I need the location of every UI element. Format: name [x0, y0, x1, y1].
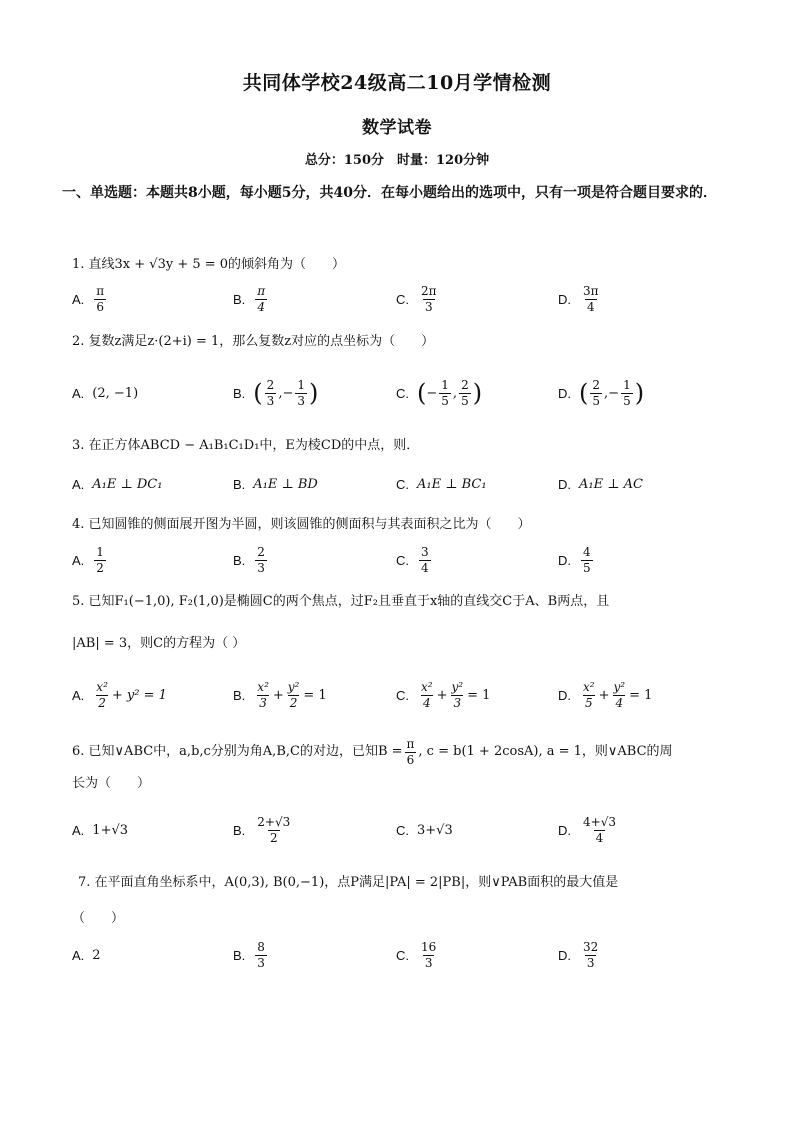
fraction-denominator: 3: [257, 560, 265, 575]
question-6-stem: 6. 已知∨ABC中，a,b,c分别为角A,B,C的对边，已知B = $\frac{\pi}{6}$ , c = b(1 + 2cosA), a = 1，则∨ABC的周: [72, 736, 673, 767]
fraction-denominator: 4: [586, 299, 595, 314]
question-5-stem-line2: |AB| = 3，则C的方程为（ ）: [72, 636, 246, 651]
fraction: [255, 940, 267, 971]
fraction-denominator: 4: [422, 695, 431, 710]
fraction-numerator: x²: [421, 679, 433, 694]
option-label: A.: [72, 687, 85, 703]
option-d: [558, 933, 602, 977]
fraction-numerator: x²: [96, 679, 108, 694]
fraction-denominator: 3: [424, 299, 433, 314]
question-1-stem: 1. 直线3x + √3y + 5 = 0的倾斜角为（ ）: [72, 257, 346, 272]
option-label: D.: [558, 291, 571, 307]
fraction-numerator: 2: [257, 544, 265, 559]
fraction-numerator: 2+√3: [257, 814, 291, 829]
fraction: [255, 545, 267, 576]
parenthesis: (: [579, 379, 589, 407]
question-3-options: [72, 462, 732, 506]
option-b: [233, 277, 269, 321]
question-3-stem: 3. 在正方体ABCD − A₁B₁C₁D₁中，E为棱CD的中点，则．: [72, 438, 420, 453]
fraction-numerator: x²: [257, 679, 269, 694]
option-a: A. 1+√3: [72, 822, 129, 838]
fraction-numerator: 2: [266, 377, 275, 392]
fraction: [255, 815, 292, 846]
option-d: [558, 277, 603, 321]
fraction-denominator: 5: [441, 393, 449, 408]
option-label: A.: [72, 947, 85, 963]
fraction: [621, 378, 633, 409]
option-a: A. A₁E ⊥ DC₁: [72, 476, 163, 492]
fraction-numerator: 3π: [583, 283, 599, 298]
option-c: C. A₁E ⊥ BC₁: [396, 476, 487, 492]
exam-subtitle: 共同体学校24级高二10月学情检测: [242, 72, 552, 94]
option-b: [233, 538, 269, 582]
fraction-denominator: 4: [421, 560, 429, 575]
fraction-numerator: π: [96, 283, 105, 298]
fraction-denominator: 6: [406, 752, 415, 767]
option-a: [72, 538, 108, 582]
fraction-numerator: 2: [592, 377, 601, 392]
question-1-options: [72, 277, 732, 321]
option-label: C.: [396, 291, 409, 307]
option-label: D.: [558, 385, 571, 401]
parenthesis: ): [634, 379, 645, 407]
fraction: [459, 378, 471, 409]
option-label: B.: [233, 385, 246, 401]
fraction: [295, 378, 307, 409]
parenthesis: ): [309, 379, 319, 407]
option-c: C. $\frac{\text{x²}}{4}$ + $\frac{\text{y²}}{3}$ = 1: [396, 679, 491, 710]
option-a: A. 2: [72, 947, 101, 963]
fraction-denominator: 3: [266, 393, 275, 408]
fraction-denominator: 5: [461, 393, 469, 408]
option-label: B.: [233, 687, 246, 703]
option-label: B.: [233, 291, 246, 307]
fraction-numerator: π: [257, 283, 266, 298]
fraction-denominator: 3: [297, 393, 305, 408]
fraction-numerator: y²: [451, 679, 464, 694]
option-label: B.: [233, 947, 246, 963]
option-a: A. (2, −1): [72, 385, 139, 401]
fraction: [94, 680, 110, 711]
fraction: [255, 680, 271, 711]
fraction-denominator: 2: [289, 695, 298, 710]
fraction-denominator: 3: [586, 955, 595, 970]
fraction-numerator: x²: [583, 679, 595, 694]
option-label: C.: [396, 822, 409, 838]
option-b: [233, 933, 269, 977]
section-heading: 一、单选题：本题共8小题，每小题5分，共40分．在每小题给出的选项中，只有一项是符合题目要求的．: [62, 185, 717, 201]
fraction-denominator: 3: [259, 695, 267, 710]
exam-meta: 总分：150分 时量：120分钟: [304, 153, 490, 168]
option-b: [233, 808, 294, 852]
fraction-numerator: 2: [461, 377, 469, 392]
fraction-denominator: 2: [98, 695, 106, 710]
fraction-numerator: 4+√3: [583, 814, 616, 829]
fraction: [449, 680, 465, 711]
fraction-denominator: 4: [257, 299, 266, 314]
option-label: A.: [72, 822, 85, 838]
question-6-stem-line2: 长为（ ）: [72, 776, 151, 791]
fraction-numerator: 8: [257, 939, 265, 954]
fraction-numerator: 4: [583, 544, 591, 559]
fraction: [581, 284, 601, 315]
option-d: D. A₁E ⊥ AC: [558, 476, 643, 492]
option-label: C.: [396, 947, 409, 963]
question-5-options: [72, 673, 732, 717]
fraction: [255, 284, 267, 315]
question-5-stem: 5. 已知F₁(−1,0), F₂(1,0)是椭圆C的两个焦点，过F₂且垂直于x轴的直线交C于A、B两点，且: [72, 594, 610, 609]
fraction-denominator: 2: [269, 830, 278, 845]
fraction-numerator: y²: [613, 679, 626, 694]
fraction: [439, 378, 451, 409]
fraction: [590, 378, 602, 409]
fraction-denominator: 3: [424, 955, 433, 970]
option-label: C.: [396, 476, 409, 492]
fraction-denominator: 3: [453, 695, 462, 710]
option-label: D.: [558, 822, 571, 838]
option-label: D.: [558, 476, 571, 492]
fraction-denominator: 5: [583, 560, 591, 575]
question-4-stem: 4. 已知圆锥的侧面展开图为半圆，则该圆锥的侧面积与其表面积之比为（ ）: [72, 517, 531, 532]
fraction: [581, 940, 600, 971]
fraction-numerator: 1: [441, 377, 449, 392]
fraction-numerator: 2π: [421, 283, 437, 298]
question-7-stem-line2: （ ）: [72, 911, 125, 926]
option-label: A.: [72, 291, 85, 307]
fraction-numerator: y²: [287, 679, 300, 694]
fraction: [419, 680, 435, 711]
fraction: [94, 545, 106, 576]
question-7-stem: 7. 在平面直角坐标系中，A(0,3), B(0,−1)，点P满足|PA| = 2|PB|，则∨PAB面积的最大值是: [78, 875, 619, 890]
fraction: [581, 680, 597, 711]
fraction: [265, 378, 277, 409]
fraction: [286, 680, 302, 711]
option-label: B.: [233, 476, 246, 492]
fraction-numerator: 16: [421, 939, 437, 954]
fraction-denominator: 4: [595, 830, 604, 845]
question-4-options: [72, 538, 732, 582]
fraction-denominator: 6: [96, 299, 105, 314]
option-label: A.: [72, 476, 85, 492]
option-d: [558, 538, 595, 582]
option-c: C. ( − $\frac{1}{5}$ , $\frac{2}{5}$ ): [396, 377, 483, 408]
fraction-denominator: 5: [592, 393, 601, 408]
option-label: C.: [396, 385, 409, 401]
fraction-numerator: 1: [297, 377, 305, 392]
fraction-numerator: π: [406, 736, 415, 751]
option-b: B. $\frac{\text{x²}}{3}$ + $\frac{\text{y²}}{2}$ = 1: [233, 679, 327, 710]
exam-name: 数学试卷: [362, 118, 432, 138]
parenthesis: (: [253, 379, 263, 407]
fraction-numerator: 3: [421, 544, 429, 559]
option-c: [396, 933, 440, 977]
fraction-denominator: 5: [584, 695, 593, 710]
fraction: [419, 284, 439, 315]
question-7-options: [72, 933, 732, 977]
option-label: B.: [233, 552, 246, 568]
fraction: [419, 545, 431, 576]
fraction: [581, 815, 618, 846]
fraction: [405, 737, 417, 768]
question-6-options: [72, 808, 732, 852]
fraction-numerator: 1: [96, 544, 104, 559]
parenthesis: ): [472, 379, 483, 407]
option-label: D.: [558, 947, 571, 963]
fraction: [94, 284, 106, 315]
option-d: D. ( $\frac{2}{5}$ , − $\frac{1}{5}$ ): [558, 377, 645, 408]
option-d: D. $\frac{\text{x²}}{5}$ + $\frac{\text{y²}}{4}$ = 1: [558, 679, 653, 710]
option-label: D.: [558, 687, 571, 703]
fraction: [581, 545, 593, 576]
option-c: C. 3+√3: [396, 822, 453, 838]
fraction: [419, 940, 438, 971]
option-c: [396, 538, 433, 582]
option-label: C.: [396, 687, 409, 703]
option-label: B.: [233, 822, 246, 838]
parenthesis: (: [417, 379, 427, 407]
question-2-stem: 2. 复数z满足z·(2+i) = 1，那么复数z对应的点坐标为（ ）: [72, 334, 435, 349]
option-c: [396, 277, 441, 321]
option-a: [72, 277, 108, 321]
fraction-denominator: 5: [623, 393, 631, 408]
fraction-denominator: 3: [257, 955, 265, 970]
option-label: A.: [72, 385, 85, 401]
option-d: [558, 808, 620, 852]
fraction: [611, 680, 627, 711]
option-b: B. A₁E ⊥ BD: [233, 476, 318, 492]
option-a: A. $\frac{\text{x²}}{2}$ + y² = 1: [72, 679, 167, 710]
fraction-denominator: 2: [96, 560, 104, 575]
option-b: B. ( $\frac{2}{3}$ , − $\frac{1}{3}$ ): [233, 377, 319, 408]
fraction-denominator: 4: [615, 695, 624, 710]
option-label: D.: [558, 552, 571, 568]
option-label: A.: [72, 552, 85, 568]
option-label: C.: [396, 552, 409, 568]
fraction-numerator: 1: [623, 377, 631, 392]
fraction-numerator: 32: [583, 939, 599, 954]
question-2-options: [72, 371, 732, 415]
